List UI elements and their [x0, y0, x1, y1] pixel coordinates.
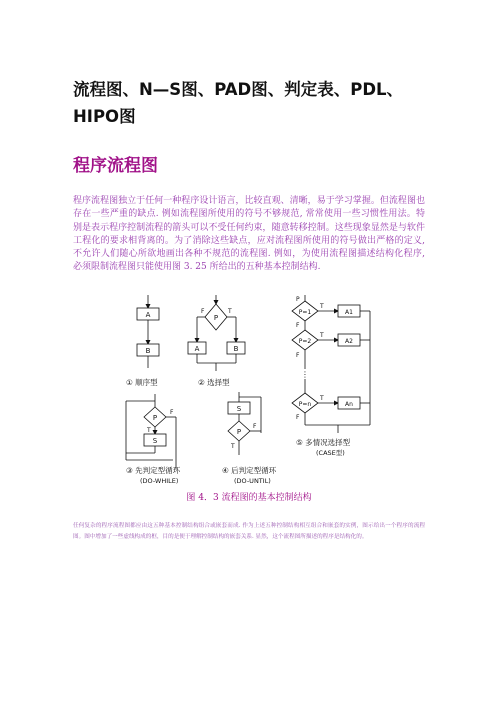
label-do-until-sub: (DO-UNTIL) — [234, 477, 271, 485]
case-branch-f1: F — [296, 322, 300, 329]
page-title: 流程图、N—S图、PAD图、判定表、PDL、HIPO图 — [73, 80, 404, 126]
case-box-a1: A1 — [345, 309, 353, 316]
case-branch-t1: T — [320, 303, 324, 310]
sequence-structure — [137, 295, 159, 368]
sel-box-a: A — [194, 345, 200, 353]
case-branch-p1: P — [296, 296, 300, 303]
while-branch-t: T — [147, 427, 151, 434]
until-body: S — [236, 405, 242, 413]
case-box-an: An — [345, 401, 353, 408]
flowchart-figure — [118, 295, 383, 485]
sel-branch-t: T — [228, 308, 232, 315]
sel-box-b: B — [233, 345, 239, 353]
flowchart-diagram — [118, 295, 383, 485]
label-selection: ② 选择型 — [198, 378, 230, 387]
selection-structure — [188, 295, 245, 371]
case-branch-f2: F — [296, 352, 300, 359]
sel-branch-f: F — [201, 308, 205, 315]
figure-caption: 图 4．3 流程图的基本控制结构 — [186, 493, 312, 503]
case-cond-2: P=2 — [298, 338, 312, 345]
until-condition: P — [236, 428, 242, 436]
seq-box-b: B — [145, 347, 151, 355]
while-condition: P — [152, 414, 158, 422]
case-ellipsis: ⋮ — [301, 370, 309, 379]
case-branch-t2: T — [320, 332, 324, 339]
case-branch-tn: T — [320, 395, 324, 402]
until-branch-f: F — [253, 423, 257, 430]
case-branch-fn: F — [296, 414, 300, 421]
section-heading: 程序流程图 — [73, 156, 158, 176]
case-cond-1: P=1 — [298, 309, 312, 316]
closing-note: 任何复杂的程序流程图都应由这五种基本控制结构组合或嵌套而成. 作为上述五种控制结构相互组合和嵌套的实例，图示给出一个程序的流程图。图中增加了一些虚线构成的框，目的是便于理解控制结构的嵌套关系. 显然，这个流程图所描述的程序是结构化的。 — [73, 523, 425, 540]
while-body: S — [152, 437, 158, 445]
label-case: ⑤ 多情况选择型 — [296, 438, 351, 447]
case-cond-n: P=n — [298, 401, 312, 408]
until-branch-t: T — [231, 443, 235, 450]
label-do-while: ③ 先判定型循环 — [126, 466, 181, 475]
while-branch-f: F — [170, 409, 174, 416]
label-sequence: ① 顺序型 — [126, 378, 158, 387]
sel-condition: P — [213, 314, 219, 322]
label-do-while-sub: (DO-WHILE) — [140, 477, 179, 485]
seq-box-a: A — [145, 311, 151, 319]
case-box-a2: A2 — [345, 338, 353, 345]
label-case-sub: (CASE型) — [316, 449, 345, 457]
intro-paragraph: 程序流程图独立于任何一种程序设计语言，比较直观、清晰，易于学习掌握。但流程图也存在一些严重的缺点. 例如流程图所使用的符号不够规范, 常常使用一些习惯性用法。特别是表示程序控制流程的箭头可以不受任何约束，随意转移控制。这些现象显然是与软件工程化的要求相背离的。为了消除这些缺点，应对流程图所使用的符号做出严格的定义, 不允许人们随心所欲地画出各种不规范的流程图. 例如，为使用流程图描述结构化程序, 必须限制流程图只能使用图 3. 25 所给出的五种基本控制结构. — [73, 196, 425, 273]
do-while-structure — [126, 394, 176, 469]
label-do-until: ④ 后判定型循环 — [222, 466, 277, 475]
